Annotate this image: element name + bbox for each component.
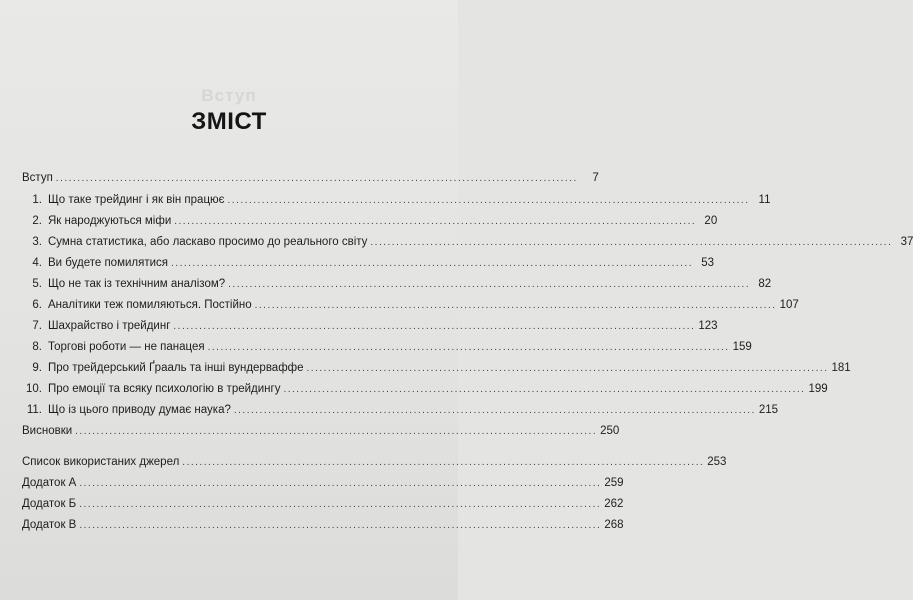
toc-entry-label: Висновки xyxy=(22,425,73,437)
toc-entry xyxy=(22,456,727,474)
toc-entry-number: 11. xyxy=(26,404,42,416)
toc-leader-dots: .......................................................................................................................... xyxy=(233,405,756,416)
toc-leader-dots: .......................................................................................................................... xyxy=(306,363,829,374)
toc-entry xyxy=(22,362,851,380)
toc-entry-label: Що не так із технічним аналізом? xyxy=(48,278,226,290)
toc-entry-page: 123 xyxy=(698,320,718,332)
page-title: ЗМІСТ xyxy=(191,108,267,135)
toc-entry-number: 5. xyxy=(32,278,42,290)
toc-entry xyxy=(22,425,620,443)
toc-entry xyxy=(22,341,752,359)
toc-entry-number: 9. xyxy=(32,362,42,374)
toc-entry-page: 20 xyxy=(704,215,718,227)
toc-leader-dots: .......................................................................................................................... xyxy=(75,426,598,437)
toc-entry-page: 159 xyxy=(732,341,752,353)
toc-entry-page: 253 xyxy=(707,456,727,468)
toc-leader-dots: .......................................................................................................................... xyxy=(207,342,730,353)
toc-entry xyxy=(22,172,599,190)
toc-leader-dots: .......................................................................................................................... xyxy=(283,384,806,395)
toc-entry-number: 6. xyxy=(32,299,42,311)
toc-leader-dots: .......................................................................................................................... xyxy=(171,258,693,269)
toc-entry-label: Додаток В xyxy=(22,519,77,531)
toc-entry-number: 2. xyxy=(32,215,42,227)
toc-entry-page: 199 xyxy=(808,383,828,395)
toc-entry xyxy=(22,320,718,338)
toc-entry xyxy=(22,194,771,212)
toc-entry xyxy=(22,498,624,516)
toc-entry-number: 3. xyxy=(32,236,42,248)
toc-entry-label: Додаток А xyxy=(22,477,77,489)
toc-entry-number: 7. xyxy=(32,320,42,332)
toc-leader-dots: .......................................................................................................................... xyxy=(173,321,696,332)
toc-entry-label: Сумна статистика, або ласкаво просимо до реального світу xyxy=(48,236,368,248)
toc-leader-dots: .......................................................................................................................... xyxy=(370,237,893,248)
toc-entry xyxy=(22,477,624,495)
toc-leader-dots: .......................................................................................................................... xyxy=(182,457,705,468)
toc-leader-dots: .......................................................................................................................... xyxy=(228,279,751,290)
toc-entry-label: Про трейдерський Ґрааль та інші вундерваффе xyxy=(48,362,304,374)
toc-entry xyxy=(22,215,718,233)
toc-entry xyxy=(22,257,714,275)
toc-entry-page: 53 xyxy=(701,257,714,269)
toc-entry-page: 11 xyxy=(758,194,771,206)
show-through-heading: Вступ xyxy=(201,86,257,105)
toc-leader-dots: .......................................................................................................................... xyxy=(227,195,750,206)
toc-entry xyxy=(22,404,779,422)
toc-entry-number: 8. xyxy=(32,341,42,353)
toc-entry xyxy=(22,299,799,317)
toc-entry-label: Додаток Б xyxy=(22,498,77,510)
toc-entry-label: Вступ xyxy=(22,172,53,184)
toc-entry-label: Про емоції та всяку психологію в трейдингу xyxy=(48,383,281,395)
toc-entry-page: 268 xyxy=(604,519,624,531)
toc-entry xyxy=(22,278,772,296)
toc-entry xyxy=(22,236,913,254)
toc-entry-page: 107 xyxy=(779,299,799,311)
toc-entry-page: 262 xyxy=(604,498,624,510)
toc-entry-label: Список використаних джерел xyxy=(22,456,180,468)
toc-entry-label: Торгові роботи — не панацея xyxy=(48,341,205,353)
toc-entry xyxy=(22,519,624,537)
toc-entry-label: Як народжуються міфи xyxy=(48,215,172,227)
toc-entry-label: Що із цього приводу думає наука? xyxy=(48,404,231,416)
toc-leader-dots: .......................................................................................................................... xyxy=(174,216,697,227)
toc-entry-label: Ви будете помилятися xyxy=(48,257,169,269)
toc-leader-dots: .......................................................................................................................... xyxy=(79,520,602,531)
toc-entry-page: 250 xyxy=(600,425,620,437)
toc-entry-label: Що таке трейдинг і як він працює xyxy=(48,194,225,206)
toc-entry-number: 10. xyxy=(26,383,42,395)
toc-leader-dots: .......................................................................................................................... xyxy=(79,499,602,510)
toc-leader-dots: .......................................................................................................................... xyxy=(55,173,578,184)
toc-entry-page: 7 xyxy=(592,172,599,184)
toc-entry-number: 1. xyxy=(32,194,42,206)
toc-leader-dots: .......................................................................................................................... xyxy=(79,478,602,489)
toc-entry-label: Аналітики теж помиляються. Постійно xyxy=(48,299,252,311)
toc-entry xyxy=(22,383,828,401)
toc-leader-dots: .......................................................................................................................... xyxy=(254,300,777,311)
toc-entry-page: 215 xyxy=(758,404,779,416)
toc-entry-page: 259 xyxy=(604,477,624,489)
toc-entry-page: 181 xyxy=(831,362,851,374)
toc-entry-label: Шахрайство і трейдинг xyxy=(48,320,171,332)
toc-entry-page: 37 xyxy=(900,236,913,248)
toc-entry-page: 82 xyxy=(758,278,772,290)
toc-entry-number: 4. xyxy=(32,257,42,269)
